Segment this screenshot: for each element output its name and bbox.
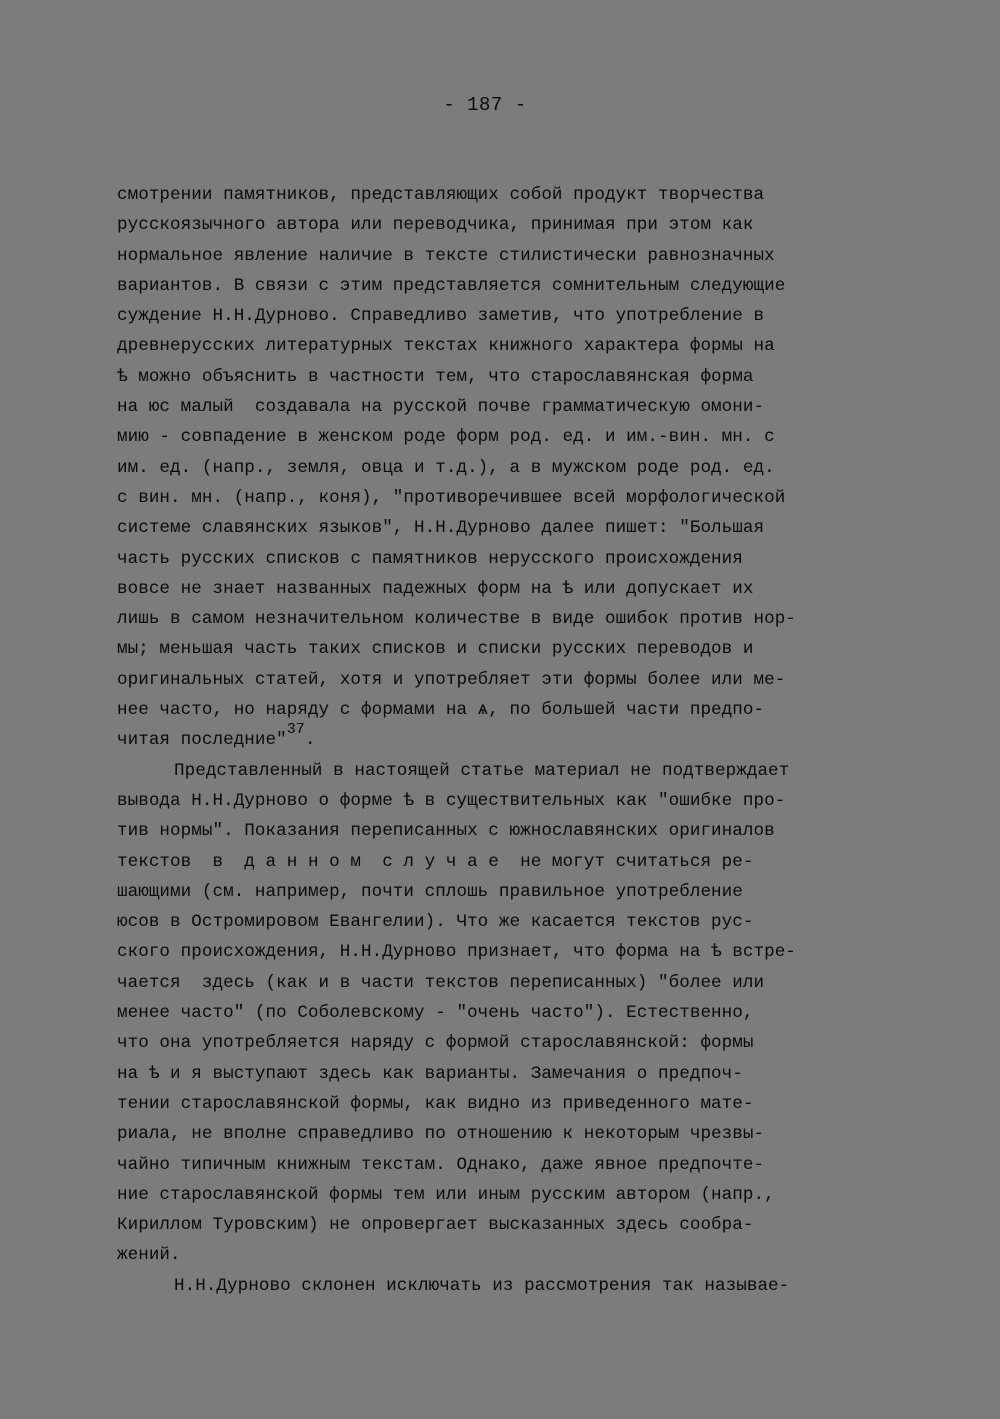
text-line bbox=[117, 513, 897, 543]
text-line bbox=[117, 1210, 897, 1240]
text-line bbox=[117, 271, 897, 301]
text-line bbox=[117, 998, 897, 1028]
text-line-content: текстов в д а н н о м с л у ч а е не могут считаться ре- bbox=[117, 851, 754, 872]
text-line bbox=[117, 301, 897, 331]
text-line bbox=[117, 453, 897, 483]
text-line-content: на ѣ и я выступают здесь как варианты. Замечания о предпоч- bbox=[117, 1063, 743, 1084]
text-line-content: ѣ можно объяснить в частности тем, что старославянская форма bbox=[117, 366, 754, 387]
text-line-content: смотрении памятников, представляющих собой продукт творчества bbox=[117, 185, 765, 205]
text-line-content: чайно типичным книжным текстам. Однако, даже явное предпочте- bbox=[117, 1154, 765, 1175]
text-line bbox=[117, 756, 897, 786]
text-line bbox=[117, 1028, 897, 1058]
text-line-content: на юс малый создавала на русской почве грамматическую омони- bbox=[117, 397, 765, 418]
text-line bbox=[117, 786, 897, 816]
text-line-content: нормальное явление наличие в тексте стилистически равнозначных bbox=[117, 245, 775, 266]
text-line bbox=[117, 392, 897, 422]
text-line bbox=[117, 721, 897, 755]
text-line-content: вовсе не знает названных падежных форм на ѣ или допускает их bbox=[117, 578, 754, 599]
text-line bbox=[117, 1180, 897, 1210]
text-line bbox=[117, 1271, 897, 1301]
text-line-content: вариантов. В связи с этим представляется сомнительным следующие bbox=[117, 275, 786, 296]
text-line-content: древнерусских литературных текстах книжного характера формы на bbox=[117, 336, 775, 357]
text-line-tail: . bbox=[304, 730, 316, 751]
text-line bbox=[117, 907, 897, 937]
text-line-content: русскоязычного автора или переводчика, принимая при этом как bbox=[117, 215, 754, 236]
text-line-content: ского происхождения, Н.Н.Дурново признает, что форма на ѣ встре- bbox=[117, 942, 796, 963]
text-line bbox=[117, 1240, 897, 1270]
text-line-content: Кириллом Туровским) не опровергает высказанных здесь сообра- bbox=[117, 1215, 754, 1236]
text-line-content: оригинальных статей, хотя и употребляет эти формы более или ме- bbox=[117, 669, 786, 690]
text-line-content: шающими (см. например, почти сплошь правильное употребление bbox=[117, 881, 743, 902]
text-line-content: им. ед. (напр., земля, овца и т.д.), а в мужском роде род. ед. bbox=[117, 457, 775, 478]
text-line-content: часть русских списков с памятников нерусского происхождения bbox=[117, 548, 743, 569]
text-line bbox=[117, 422, 897, 452]
text-line bbox=[117, 1059, 897, 1089]
footnote-reference: 37 bbox=[286, 721, 305, 739]
text-line-content: вывода Н.Н.Дурново о форме ѣ в существительных как "ошибке про- bbox=[117, 790, 786, 811]
text-line bbox=[117, 1150, 897, 1180]
text-line-content: менее часто" (по Соболевскому - "очень часто"). Естественно, bbox=[117, 1003, 754, 1024]
text-line bbox=[117, 634, 897, 664]
text-line-content: мию - совпадение в женском роде форм род. ед. и им.-вин. мн. с bbox=[117, 427, 775, 448]
text-line-content: лишь в самом незначительном количестве в виде ошибок против нор- bbox=[117, 609, 796, 630]
text-line bbox=[117, 604, 897, 634]
text-line-content: системе славянских языков", Н.Н.Дурново далее пишет: "Большая bbox=[117, 518, 765, 539]
text-line bbox=[117, 362, 897, 392]
text-line bbox=[117, 1089, 897, 1119]
text-line-content: читая последние" bbox=[117, 730, 287, 751]
text-line-content: нее часто, но наряду с формами на ѧ, по большей части предпо- bbox=[117, 700, 765, 721]
text-line bbox=[117, 483, 897, 513]
text-line-content: тив нормы". Показания переписанных с южнославянских оригиналов bbox=[117, 821, 775, 842]
text-line bbox=[117, 877, 897, 907]
text-line-content: с вин. мн. (напр., коня), "противоречившее всей морфологической bbox=[117, 487, 786, 508]
text-line bbox=[117, 847, 897, 877]
text-line bbox=[117, 210, 897, 240]
text-line bbox=[117, 180, 897, 210]
text-line-content: Н.Н.Дурново склонен исключать из рассмотрения так называе- bbox=[174, 1275, 790, 1296]
text-line-content: тении старославянской формы, как видно из приведенного мате- bbox=[117, 1093, 754, 1114]
body-text bbox=[117, 180, 897, 1301]
text-line-content: чается здесь (как и в части текстов переписанных) "более или bbox=[117, 972, 765, 993]
text-line bbox=[117, 816, 897, 846]
text-line bbox=[117, 544, 897, 574]
text-line-content: мы; меньшая часть таких списков и списки русских переводов и bbox=[117, 639, 754, 660]
text-line bbox=[117, 331, 897, 361]
text-line bbox=[117, 937, 897, 967]
text-line-content: жений. bbox=[117, 1245, 181, 1266]
text-line bbox=[117, 968, 897, 998]
text-line-content: суждение Н.Н.Дурново. Справедливо заметив, что употребление в bbox=[117, 306, 765, 327]
text-line-content: Представленный в настоящей статье материал не подтверждает bbox=[174, 760, 790, 781]
page-number: - 187 - bbox=[443, 94, 527, 116]
text-line-content: что она употребляется наряду с формой старославянской: формы bbox=[117, 1033, 754, 1054]
text-line bbox=[117, 574, 897, 604]
text-line bbox=[117, 665, 897, 695]
text-line-content: ние старославянской формы тем или иным русским автором (напр., bbox=[117, 1184, 775, 1205]
text-line bbox=[117, 241, 897, 271]
text-line bbox=[117, 1119, 897, 1149]
text-line bbox=[117, 695, 897, 725]
text-line-content: юсов в Остромировом Евангелии). Что же касается текстов рус- bbox=[117, 912, 754, 933]
text-line-content: риала, не вполне справедливо по отношению к некоторым чрезвы- bbox=[117, 1124, 765, 1145]
